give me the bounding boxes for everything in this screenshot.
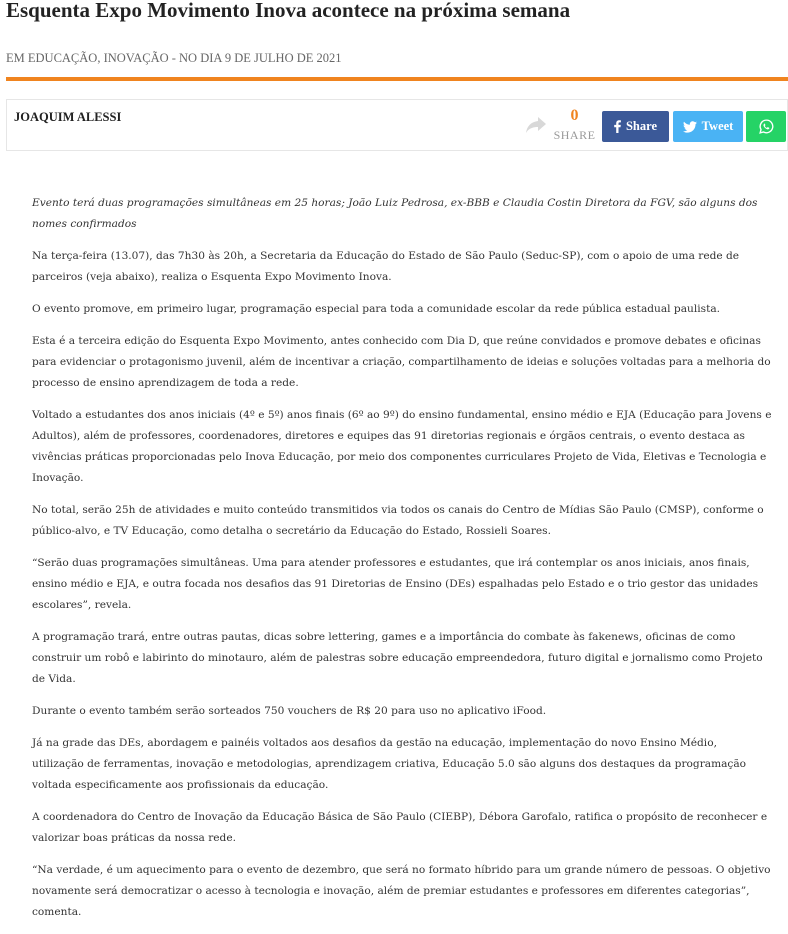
article-paragraph: “Na verdade, é um aquecimento para o evento de dezembro, que será no formato híbrido para um grande número de pessoas. O objetivo novamente será democratizar o acesso à tecnologia e inovação, além de premiar estudantes e professores em diferentes categorias”, comenta.: [32, 864, 771, 918]
facebook-share-button[interactable]: [602, 111, 669, 142]
article-title: Esquenta Expo Movimento Inova acontece na próxima semana: [6, 0, 571, 22]
article-paragraph: Esta é a terceira edição do Esquenta Expo Movimento, antes conhecido com Dia D, que reúne convidados e promove debates e oficinas para evidenciar o protagonismo juvenil, além de incentivar a criação, compartilhamento de ideias e soluções voltadas para a melhoria do processo de ensino aprendizagem de toda a rede.: [32, 335, 771, 389]
facebook-icon: [614, 120, 621, 133]
article-paragraph: A coordenadora do Centro de Inovação da Educação Básica de São Paulo (CIEBP), Débora Garofalo, ratifica o propósito de reconhecer e valorizar boas práticas da nossa rede.: [32, 811, 768, 844]
article-paragraph: Já na grade das DEs, abordagem e painéis voltados aos desafios da gestão na educação, implementação do novo Ensino Médio, utilização de ferramentas, inovação e metodologias, aprendizagem criativa, Educação 5.0 são alguns dos destaques da programação voltada especificamente aos profissionais da educação.: [32, 737, 747, 791]
article-paragraph: Na terça-feira (13.07), das 7h30 às 20h, a Secretaria da Educação do Estado de São Paulo (Seduc-SP), com o apoio de uma rede de parceiros (veja abaixo), realiza o Esquenta Expo Movimento Inova.: [32, 250, 740, 283]
share-arrow-icon: [525, 116, 547, 134]
article-paragraph: A programação trará, entre outras pautas, dicas sobre lettering, games e a importância do combate às fakenews, oficinas de como construir um robô e labirinto do minotauro, além de palestras sobre educação empreendedora, futuro digital e jornalismo como Projeto de Vida.: [32, 631, 763, 685]
whatsapp-icon: [759, 119, 774, 134]
accent-divider: [6, 77, 788, 81]
article-paragraph: “Serão duas programações simultâneas. Uma para atender professores e estudantes, que irá contemplar os anos iniciais, anos finais, ensino médio e EJA, e outra focada nos desafios das 91 Diretorias de Ensino (DEs) espalhadas pelo Estado e o trio gestor das unidades escolares”, revela.: [32, 557, 759, 611]
article-paragraph: O evento promove, em primeiro lugar, programação especial para toda a comunidade escolar da rede pública estadual paulista.: [32, 303, 721, 315]
article-body: [32, 193, 772, 934]
article-meta: EM EDUCAÇÃO, INOVAÇÃO - NO DIA 9 DE JULHO DE 2021: [6, 51, 342, 65]
facebook-share-label: Share: [625, 119, 658, 133]
share-count-label: SHARE: [553, 128, 596, 142]
author-name[interactable]: JOAQUIM ALESSI: [14, 110, 122, 124]
article-paragraph: Voltado a estudantes dos anos iniciais (4º e 5º) anos finais (6º ao 9º) do ensino fundamental, ensino médio e EJA (Educação para Jovens e Adultos), além de professores, coordenadores, diretores e equipes das 91 diretorias regionais e órgãos centrais, o evento destaca as vivências práticas proporcionadas pelo Inova Educação, por meio dos componentes curriculares Projeto de Vida, Eletivas e Tecnologia e Inovação.: [32, 409, 772, 484]
article-paragraph: No total, serão 25h de atividades e muito conteúdo transmitidos via todos os canais do Centro de Mídias São Paulo (CMSP), conforme o público-alvo, e TV Educação, como detalha o secretário da Educação do Estado, Rossieli Soares.: [32, 504, 764, 537]
twitter-tweet-button[interactable]: [673, 111, 743, 142]
article-lead: Evento terá duas programações simultâneas em 25 horas; João Luiz Pedrosa, ex-BBB e Claudia Costin Diretora da FGV, são alguns dos nomes confirmados: [32, 197, 758, 230]
whatsapp-share-button[interactable]: [746, 111, 786, 142]
share-count: 0: [570, 107, 579, 124]
twitter-icon: [683, 121, 697, 133]
article-paragraph: Durante o evento também serão sorteados 750 vouchers de R$ 20 para uso no aplicativo iFood.: [32, 705, 547, 717]
twitter-tweet-label: Tweet: [701, 119, 734, 133]
author-share-bar: [6, 99, 788, 151]
